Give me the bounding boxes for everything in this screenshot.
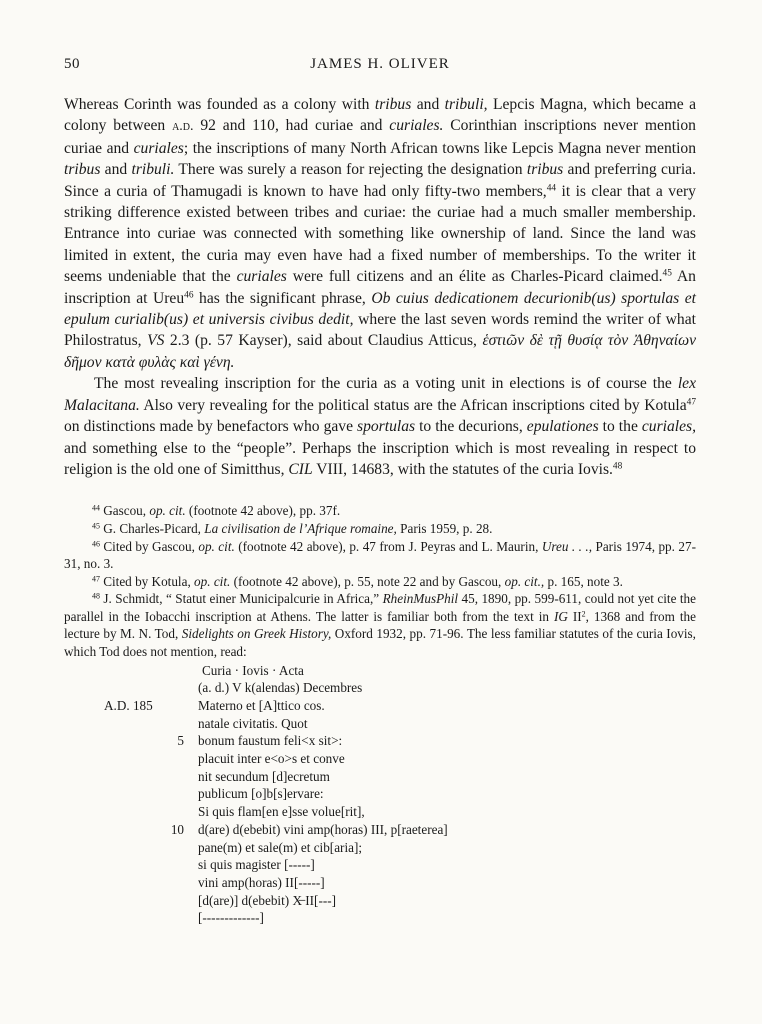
text: Cited by Gascou,	[99, 538, 199, 554]
inscription-line-text: si quis magister [-----]	[198, 857, 315, 873]
text: 45, 1890, pp. 599-611, could not yet cite the parallel in the Iobacchi inscription at Athens. The latter is familiar both from the text in	[64, 591, 696, 624]
text: II	[567, 608, 582, 624]
italic-term: op. cit.	[194, 573, 231, 589]
italic-term: curiales	[133, 139, 184, 157]
text: to the decurions,	[415, 418, 527, 436]
text: (footnote 42 above), p. 47 from J. Peyras and L. Maurin,	[234, 538, 542, 554]
page-number: 50	[64, 56, 80, 72]
inscription-line-text: [d(are)] d(ebebit) X̶ II[---]	[198, 892, 337, 908]
italic-term: CIL	[288, 460, 313, 478]
text: Gascou,	[99, 503, 150, 519]
inscription-line-text: publicum [o]b[s]ervare:	[198, 786, 324, 802]
footnote-47	[64, 573, 696, 591]
inscription-line-text: Curia · Iovis · Acta	[202, 662, 304, 678]
inscription-line-text: (a. d.) V k(alendas) Decembres	[198, 680, 363, 696]
text: Also very revealing for the political status are the African inscriptions cited by Kotula	[139, 396, 687, 414]
inscription-line	[64, 768, 696, 786]
inscription-line-number: 10	[170, 821, 184, 837]
text: Oxford 1932, pp. 71-96. The less familiar statutes of the curia Iovis, which Tod does not mention, read:	[64, 626, 696, 660]
inscription-line-text: Si quis flam[en e]sse volue[rit],	[198, 804, 365, 820]
inscription-line	[64, 785, 696, 803]
italic-term: tribus	[526, 161, 564, 179]
text: to the	[598, 418, 642, 436]
page	[64, 56, 696, 927]
italic-term: Ureu . . .,	[541, 538, 593, 554]
text: ; the inscriptions of many North African towns like Lepcis Magna never mention	[183, 139, 696, 157]
inscription-line	[64, 750, 696, 768]
footnote-number: 48	[92, 591, 100, 601]
inscription-line-text: natale civitatis. Quot	[198, 715, 308, 731]
footnote-ref[interactable]: 44	[546, 183, 557, 194]
italic-term: op. cit.,	[504, 573, 545, 589]
italic-term: La civilisation de l’Afrique romaine,	[204, 520, 397, 536]
text: 92 and 110, had curiae and	[193, 117, 390, 135]
inscription-line-text: [-------------]	[198, 910, 264, 926]
inscription-line	[64, 856, 696, 874]
era-abbrev: a.d.	[172, 118, 194, 135]
footnote-number: 44	[92, 503, 100, 513]
footnote-46	[64, 538, 696, 573]
inscription-date: A.D. 185	[104, 698, 153, 714]
paragraph-1	[64, 94, 696, 373]
italic-term: tribus	[374, 96, 412, 113]
inscription-line	[64, 839, 696, 857]
inscription-line	[64, 679, 696, 697]
italic-term: Sidelights on Greek History,	[181, 626, 332, 642]
text: on distinctions made by benefactors who gave	[64, 418, 358, 436]
text: 2.3 (p. 57 Kayser), said about Claudius Atticus,	[164, 332, 483, 350]
text: Corinthian inscriptions never mention curiae and	[64, 117, 696, 157]
italic-term: sportulas	[357, 418, 416, 436]
italic-term: curiales,	[641, 418, 697, 436]
text: The most revealing inscription for the curia as a voting unit in elections is of course the	[94, 375, 678, 393]
footnote-number: 46	[92, 538, 100, 548]
inscription-line	[64, 803, 696, 821]
inscription-text	[64, 662, 696, 927]
italic-term: op. cit.	[149, 503, 186, 519]
footnote-ref[interactable]: 47	[686, 397, 696, 408]
text: G. Charles-Picard,	[99, 520, 205, 536]
italic-term: op. cit.	[198, 538, 235, 554]
body-text	[64, 94, 696, 480]
text: p. 165, note 3.	[544, 573, 623, 589]
italic-term: IG	[553, 608, 568, 624]
text: Paris 1974, pp. 27-31, no. 3.	[64, 538, 696, 572]
inscription-line	[64, 874, 696, 892]
inscription-line	[64, 697, 696, 715]
text: There was surely a reason for rejecting the designation	[174, 161, 527, 179]
italic-term: curiales.	[389, 117, 444, 135]
footnote-48	[64, 590, 696, 660]
text: Lepcis Magna, which became a colony between	[64, 96, 697, 135]
footnotes	[64, 502, 696, 927]
italic-term: curiales	[236, 268, 287, 286]
italic-term: tribuli,	[444, 96, 488, 113]
footnote-ref[interactable]: 48	[612, 461, 623, 472]
running-head: JAMES H. OLIVER	[310, 56, 450, 72]
inscription-line-text: pane(m) et sale(m) et cib[aria];	[198, 839, 363, 855]
text: and something else to the “people”. Perhaps the inscription which is most revealing in respect to religion is the old one of Simitthus,	[64, 439, 696, 478]
inscription-line-text: bonum faustum feli<x sit>:	[198, 733, 343, 749]
greek-quotation: ἑστιῶν δὲ τῇ θυσίᾳ τὸν Ἀθηναίων δῆμον κατὰ φυλὰς καὶ γένη.	[64, 332, 697, 371]
text: An inscription at Ureu	[64, 268, 696, 307]
text: and	[100, 161, 132, 179]
text: VIII, 14683, with the statutes of the curia Iovis.	[312, 460, 613, 478]
inscription-line	[64, 892, 696, 910]
text: it is clear that a very striking difference existed between tribes and curiae: the curiae had a much smaller membership. Entrance into curiae was connected with something like ownership of land. Since the land was limited in extent, the curia may even have had a fixed number of memberships. To the writer it seems undeniable that the	[64, 182, 696, 286]
text: and preferring curia. Since a curia of Thamugadi is known to have had only fifty-two members,	[64, 161, 697, 200]
inscription-line-text: vini amp(horas) II[-----]	[198, 874, 325, 890]
footnote-ref[interactable]: 46	[184, 290, 194, 301]
paragraph-2	[64, 373, 696, 480]
footnote-ref[interactable]: 45	[662, 268, 672, 279]
italic-term: VS	[147, 332, 165, 350]
text: , 1368 and from the lecture by M. N. Tod,	[64, 608, 696, 642]
inscription-line-text: Materno et [A]ttico cos.	[198, 698, 325, 714]
footnote-number: 47	[92, 573, 100, 583]
superscript: 2	[581, 609, 586, 619]
footnote-number: 45	[92, 521, 100, 531]
italic-term: epulationes	[526, 418, 599, 436]
page-header	[64, 56, 696, 80]
inscription-line-number: 5	[177, 733, 184, 749]
inscription-line-text: placuit inter e<o>s et conve	[198, 751, 345, 767]
text: (footnote 42 above), p. 55, note 22 and by Gascou,	[230, 573, 505, 589]
inscription-line	[64, 662, 696, 680]
italic-term: lex Malacitana.	[64, 375, 696, 414]
footnote-45	[64, 520, 696, 538]
text: were full citizens and an élite as Charles-Picard claimed.	[286, 268, 663, 286]
text: and	[411, 96, 445, 113]
inscription-line-text: nit secundum [d]ecretum	[198, 768, 330, 784]
inscription-line	[64, 821, 696, 839]
text: Paris 1959, p. 28.	[396, 520, 493, 536]
text: J. Schmidt, “ Statut einer Municipalcurie in Africa,”	[99, 591, 383, 607]
text: Cited by Kotula,	[99, 573, 195, 589]
text: Whereas Corinth was founded as a colony with	[64, 96, 375, 113]
footnote-44	[64, 502, 696, 520]
italic-term: tribus	[64, 161, 101, 179]
inscription-line	[64, 909, 696, 927]
inscription-line	[64, 732, 696, 750]
inscription-line-text: d(are) d(ebebit) vini amp(horas) III, p[raeterea]	[198, 821, 448, 837]
inscription-line	[64, 715, 696, 733]
text: (footnote 42 above), pp. 37f.	[185, 503, 341, 519]
text: where the last seven words remind the writer of what Philostratus,	[64, 311, 696, 350]
italic-term: tribuli.	[131, 161, 175, 179]
italic-term: RheinMusPhil	[382, 591, 459, 607]
latin-quotation: Ob cuius dedicationem decurionib(us) sportulas et epulum curialib(us) et universis civibus dedit,	[64, 289, 696, 329]
text: has the significant phrase,	[193, 289, 372, 307]
